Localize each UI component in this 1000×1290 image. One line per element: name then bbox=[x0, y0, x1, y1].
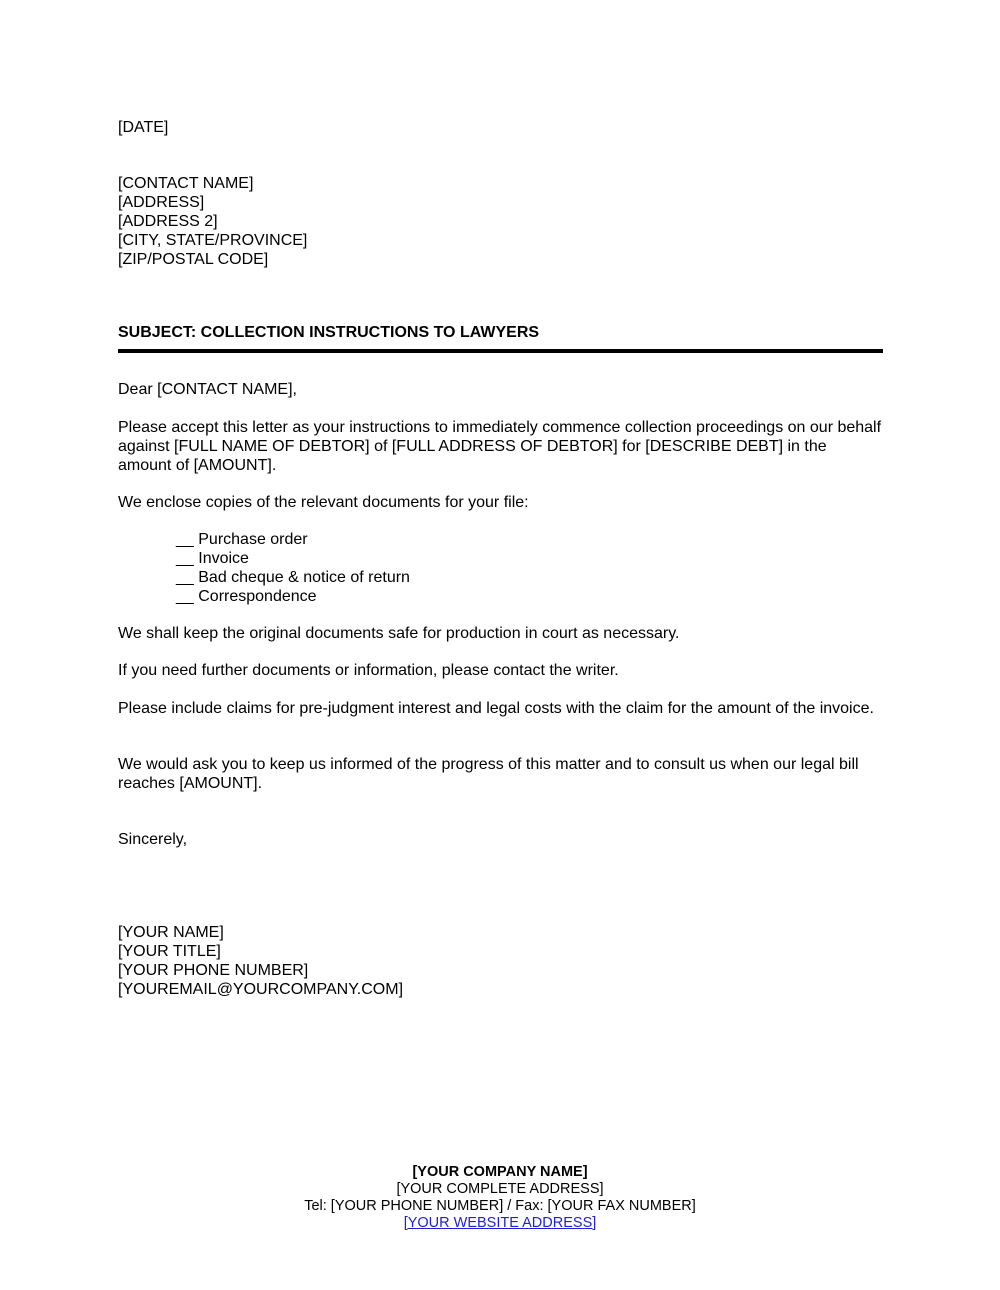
footer-contact: Tel: [YOUR PHONE NUMBER] / Fax: [YOUR FAX NUMBER] bbox=[304, 1198, 696, 1214]
recipient-contact-name: [CONTACT NAME] bbox=[118, 175, 254, 192]
body-paragraph-further-info bbox=[118, 661, 884, 680]
date-block bbox=[118, 118, 884, 137]
recipient-address: [ADDRESS] bbox=[118, 194, 205, 211]
signature-phone: [YOUR PHONE NUMBER] bbox=[118, 962, 309, 979]
recipient-zip: [ZIP/POSTAL CODE] bbox=[118, 251, 269, 268]
footer-website-link[interactable]: [YOUR WEBSITE ADDRESS] bbox=[403, 1215, 597, 1231]
signature-name: [YOUR NAME] bbox=[118, 924, 224, 941]
paragraph-text: We would ask you to keep us informed of the progress of this matter and to consult us when our legal bill reaches [AMOUNT]. bbox=[118, 756, 859, 792]
body-paragraph-instructions bbox=[118, 418, 884, 475]
recipient-address-2: [ADDRESS 2] bbox=[118, 213, 218, 230]
paragraph-text: We enclose copies of the relevant documents for your file: bbox=[118, 494, 529, 511]
footer-company-name: [YOUR COMPANY NAME] bbox=[412, 1164, 588, 1180]
paragraph-text: Please include claims for pre-judgment interest and legal costs with the claim for the amount of the invoice. bbox=[118, 700, 874, 717]
checklist-item: __ Invoice bbox=[176, 550, 249, 567]
signature-title: [YOUR TITLE] bbox=[118, 943, 221, 960]
letter-date: [DATE] bbox=[118, 119, 169, 136]
subject-line: SUBJECT: COLLECTION INSTRUCTIONS TO LAWYERS bbox=[118, 324, 540, 341]
footer-address: [YOUR COMPLETE ADDRESS] bbox=[396, 1181, 604, 1197]
paragraph-text: We shall keep the original documents safe for production in court as necessary. bbox=[118, 625, 680, 642]
body-paragraph-originals bbox=[118, 624, 884, 643]
recipient-city-state: [CITY, STATE/PROVINCE] bbox=[118, 232, 308, 249]
company-footer bbox=[0, 1164, 1000, 1232]
checklist-item: __ Correspondence bbox=[176, 588, 317, 605]
paragraph-text: If you need further documents or information, please contact the writer. bbox=[118, 662, 619, 679]
paragraph-text: Please accept this letter as your instructions to immediately commence collection proceedings on our behalf against [FULL NAME OF DEBTOR] of [FULL ADDRESS OF DEBTOR] for [DESCRIBE DEBT] in the amount of [AMOUNT]. bbox=[118, 419, 882, 474]
salutation-text: Dear [CONTACT NAME], bbox=[118, 381, 297, 398]
closing bbox=[118, 830, 884, 849]
body-paragraph-progress bbox=[118, 755, 884, 793]
salutation bbox=[118, 380, 884, 399]
recipient-address-block bbox=[118, 174, 884, 269]
enclosure-checklist bbox=[176, 530, 410, 606]
checklist-item: __ Purchase order bbox=[176, 531, 308, 548]
signature-email: [YOUREMAIL@YOURCOMPANY.COM] bbox=[118, 981, 404, 998]
closing-text: Sincerely, bbox=[118, 831, 188, 848]
checklist-item: __ Bad cheque & notice of return bbox=[176, 569, 410, 586]
body-paragraph-enclosures bbox=[118, 493, 884, 512]
signature-block bbox=[118, 923, 884, 999]
body-paragraph-claims bbox=[118, 699, 884, 718]
subject-divider bbox=[118, 349, 883, 353]
